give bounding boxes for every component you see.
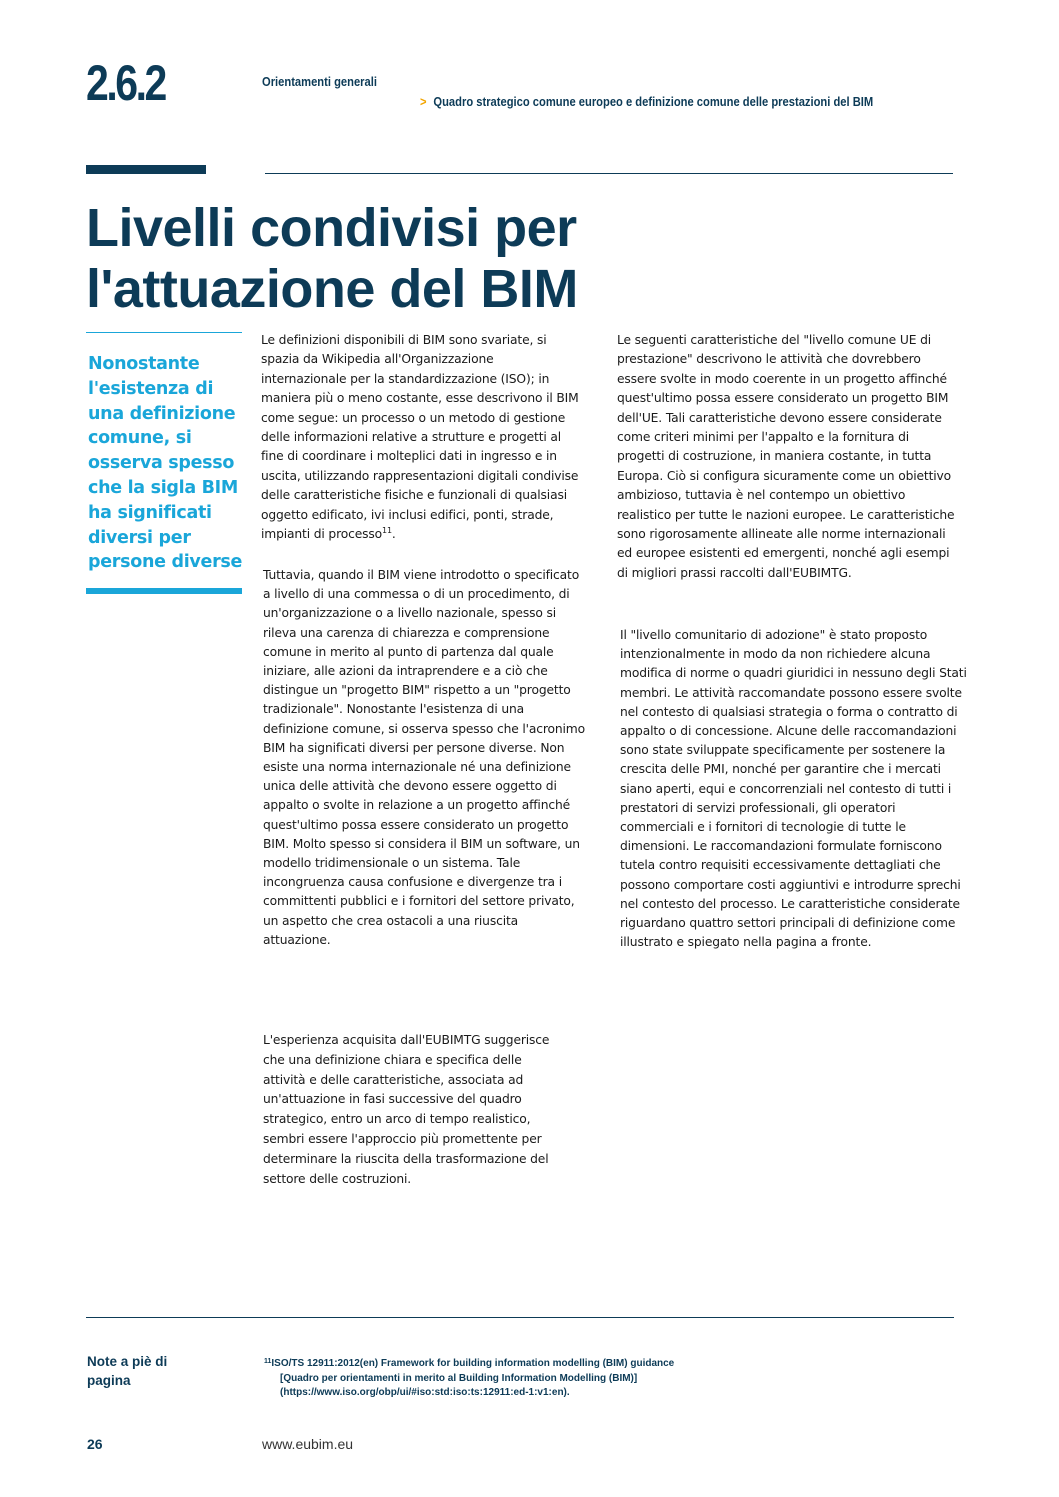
pull-quote-bottom-rule (86, 588, 242, 594)
header-accent-bar (86, 165, 206, 174)
section-category: Orientamenti generali (262, 74, 377, 89)
column1-paragraph-1 (261, 331, 581, 544)
footer-divider (86, 1317, 954, 1318)
column2-paragraph-2: Il "livello comunitario di adozione" è stato proposto intenzionalmente in modo da non richiedere alcuna modifica di norme o quadri giuridici in nessuno degli Stati membri. Le attività raccomandate possono essere svolte nel contesto di qualsiasi strategia o forma o contratto di appalto o di concessione. Alcune delle raccomandazioni sono state sviluppate specificamente per sostenere la crescita delle PMI, nonché per garantire che i mercati siano aperti, equi e concorrenziali nel contesto di tutti i prestatori di servizi professionali, gli operatori commerciali e i fornitori di tecnologie di tutte le dimensioni. Le raccomandazioni formulate forniscono tutela contro requisiti eccessivamente dettagliati che possono comportare costi aggiuntivi e introdurre sprechi nel contesto del processo. Le caratteristiche considerate riguardano quattro settori principali di definizione come illustrato e spiegato nella pagina a fronte. (620, 628, 967, 950)
column1-paragraph-3: L'esperienza acquisita dall'EUBIMTG suggerisce che una definizione chiara e specifica delle attività e delle caratteristiche, associata ad un'attuazione in fasi successive del quadro strategico, entro un arco di tempo realistico, sembri essere l'approccio più promettente per determinare la riuscita della trasformazione del settore delle costruzioni. (263, 1033, 550, 1186)
pull-quote-top-rule (86, 332, 242, 333)
footnote-reference[interactable]: 11 (382, 526, 392, 536)
footnotes-label: Note a piè di pagina (87, 1354, 168, 1388)
page-title: Livelli condivisi per l'attuazione del BIM (86, 198, 578, 319)
footnote-line-1: ISO/TS 12911:2012(en) Framework for building information modelling (BIM) guidance (271, 1358, 675, 1369)
header-divider (265, 173, 953, 174)
column2-paragraph-1: Le seguenti caratteristiche del "livello comune UE di prestazione" descrivono le attività che dovrebbero essere svolte in modo coerente in un progetto affinché quest'ultimo possa essere considerato un progetto BIM dell'UE. Tali caratteristiche devono essere considerate come criteri minimi per l'appalto e la fornitura di progetti di costruzione, in maniera costante, in tutta Europa. Ciò si configura sicuramente come un obiettivo ambizioso, tuttavia è nel contempo un obiettivo realistico per tutte le nazioni europee. Le caratteristiche sono rigorosamente allineate alle norme internazionali ed europee esistenti ed emergenti, nonché agli esempi di migliori prassi raccolti dall'EUBIMTG. (617, 333, 955, 580)
footnote-11 (264, 1355, 764, 1401)
pull-quote: Nonostante l'esistenza di una definizione comune, si osserva spesso che la sigla BIM ha significati diversi per persone diverse (88, 354, 243, 573)
column1-paragraph-1-text: Le definizioni disponibili di BIM sono svariate, si spazia da Wikipedia all'Organizzazione internazionale per la standardizzazione (ISO); in maniera più o meno costante, esse descrivono il BIM come segue: un processo o un metodo di gestione delle informazioni relative a strutture e progetti al fine di coordinare i molteplici dati in ingresso e in uscita, utilizzando rappresentazioni digitali condivise delle caratteristiche fisiche e funzionali di qualsiasi oggetto edificato, ivi inclusi edifici, ponti, strade, impianti di processo (261, 333, 579, 542)
breadcrumb (420, 94, 873, 109)
column1-paragraph-2: Tuttavia, quando il BIM viene introdotto o specificato a livello di una commessa o di un procedimento, di un'organizzazione o a livello nazionale, spesso si rileva una carenza di chiarezza e comprensione comune in merito al punto di partenza dal quale iniziare, alle azioni da intraprendere e a ciò che distingue un "progetto BIM" rispetto a un "progetto tradizionale". Nonostante l'esistenza di una definizione comune, si osserva spesso che l'acronimo BIM ha significati diversi per persone diverse. Non esiste una norma internazionale né una definizione unica delle attività che devono essere oggetto di appalto o svolte in relazione a un progetto affinché quest'ultimo possa essere considerato un progetto BIM. Molto spesso si considera il BIM un software, un modello tridimensionale o un sistema. Tale incongruenza causa confusione e divergenze tra i committenti pubblici e i fornitori del settore privato, un aspetto che crea ostacoli a una riuscita attuazione. (263, 568, 586, 947)
breadcrumb-text: Quadro strategico comune europeo e definizione comune delle prestazioni del BIM (433, 94, 874, 109)
column1-paragraph-1-end: . (391, 527, 396, 542)
section-number: 2.6.2 (86, 55, 165, 111)
website-link[interactable]: www.eubim.eu (262, 1436, 354, 1452)
page-number: 26 (87, 1436, 103, 1452)
footnote-link[interactable]: [Quadro per orientamenti in merito al Building Information Modelling (BIM)](https://www.iso.org/obp/ui/#iso:std:iso:ts:12911:ed-1:v1:en). (280, 1372, 638, 1398)
breadcrumb-arrow-icon: > (420, 94, 427, 109)
footnote-mark: 11 (264, 1358, 272, 1365)
